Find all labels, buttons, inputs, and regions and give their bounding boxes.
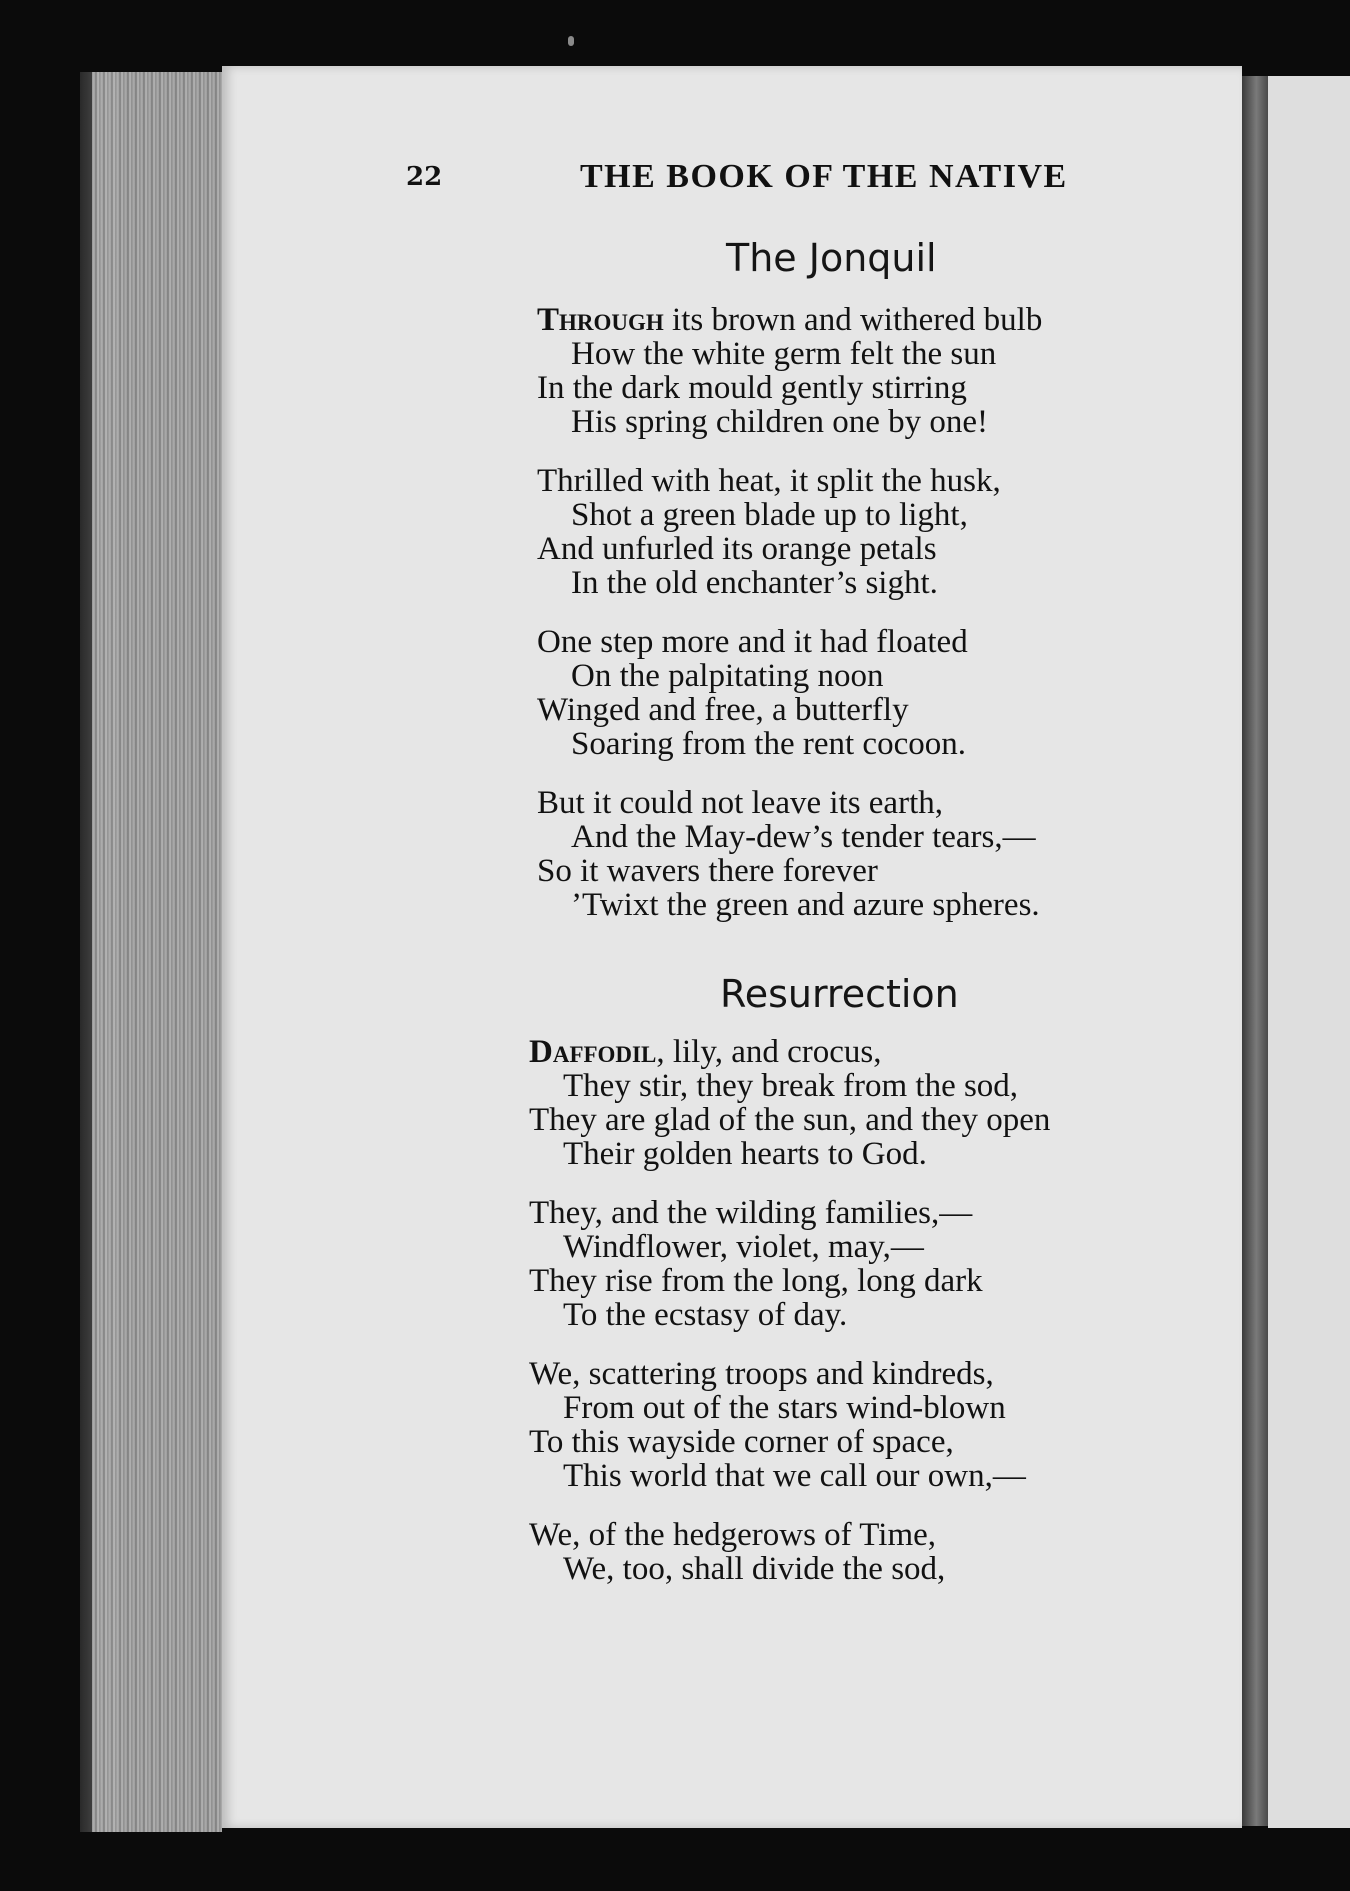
- poem-line: [529, 1518, 1050, 1552]
- line-text: In the dark mould gently stirring: [537, 370, 967, 406]
- stanza: [537, 625, 1042, 761]
- line-text: But it could not leave its earth,: [537, 785, 943, 821]
- stanza: [529, 1035, 1050, 1171]
- line-text: We, scattering troops and kindreds,: [529, 1356, 994, 1392]
- line-text: Windflower, violet, may,—: [563, 1229, 924, 1265]
- poem-line: [537, 371, 1042, 405]
- poem-line: [529, 1298, 1050, 1332]
- line-text: To this wayside corner of space,: [529, 1424, 954, 1460]
- poem-line: [529, 1069, 1050, 1103]
- opening-word: Daffodil: [529, 1034, 657, 1070]
- opening-word: Through: [537, 302, 664, 338]
- line-text: Thrilled with heat, it split the husk,: [537, 463, 1001, 499]
- poem-line: [537, 532, 1042, 566]
- poem-line: [529, 1103, 1050, 1137]
- stanza: [537, 464, 1042, 600]
- poem-line: [537, 659, 1042, 693]
- poem-body: [529, 1035, 1050, 1611]
- poem-title: The Jonquil: [726, 236, 937, 280]
- poem-line: [529, 1391, 1050, 1425]
- line-text: ’Twixt the green and azure spheres.: [571, 887, 1040, 923]
- poem-line: [537, 727, 1042, 761]
- line-text: They rise from the long, long dark: [529, 1263, 983, 1299]
- poem-line: [529, 1459, 1050, 1493]
- line-text: Winged and free, a butterfly: [537, 692, 909, 728]
- poem-line: [537, 464, 1042, 498]
- poem-line: [537, 625, 1042, 659]
- line-text: They, and the wilding families,—: [529, 1195, 973, 1231]
- line-text: Soaring from the rent cocoon.: [571, 726, 966, 762]
- page-edges: [92, 72, 222, 1832]
- poem-line: [529, 1230, 1050, 1264]
- poem-line: [529, 1357, 1050, 1391]
- line-text: And the May-dew’s tender tears,—: [571, 819, 1036, 855]
- line-text: This world that we call our own,—: [563, 1458, 1026, 1494]
- poem-line: [537, 693, 1042, 727]
- poem-body: [537, 303, 1042, 947]
- line-text: One step more and it had floated: [537, 624, 968, 660]
- poem-line: [537, 405, 1042, 439]
- facing-page-edge: [1268, 76, 1350, 1828]
- line-text: So it wavers there forever: [537, 853, 878, 889]
- poem-line: [529, 1137, 1050, 1171]
- poem-title: Resurrection: [720, 972, 959, 1016]
- stanza: [537, 786, 1042, 922]
- page-gutter: [1242, 76, 1268, 1826]
- line-text: And unfurled its orange petals: [537, 531, 937, 567]
- poem-line: [537, 566, 1042, 600]
- line-text: its brown and withered bulb: [663, 302, 1043, 338]
- line-text: On the palpitating noon: [571, 658, 884, 694]
- running-head: THE BOOK OF THE NATIVE: [580, 158, 1068, 195]
- poem-line: [537, 498, 1042, 532]
- poem-line: [537, 820, 1042, 854]
- poem-line: [529, 1264, 1050, 1298]
- stanza: [529, 1518, 1050, 1586]
- page-number: 22: [406, 162, 443, 192]
- line-text: From out of the stars wind-blown: [563, 1390, 1006, 1426]
- line-text: , lily, and crocus,: [656, 1034, 882, 1070]
- stanza: [537, 303, 1042, 439]
- poem-line: [537, 337, 1042, 371]
- line-text: We, of the hedgerows of Time,: [529, 1517, 937, 1553]
- poem-line: [529, 1552, 1050, 1586]
- line-text: Shot a green blade up to light,: [571, 497, 968, 533]
- line-text: How the white germ felt the sun: [571, 336, 997, 372]
- poem-line: [537, 888, 1042, 922]
- poem-line: [537, 786, 1042, 820]
- line-text: His spring children one by one!: [571, 404, 988, 440]
- line-text: Their golden hearts to God.: [563, 1136, 927, 1172]
- stanza: [529, 1196, 1050, 1332]
- line-text: They stir, they break from the sod,: [563, 1068, 1019, 1104]
- line-text: In the old enchanter’s sight.: [571, 565, 938, 601]
- poem-line: [537, 854, 1042, 888]
- stanza: [529, 1357, 1050, 1493]
- line-text: To the ecstasy of day.: [563, 1297, 848, 1333]
- line-text: They are glad of the sun, and they open: [529, 1102, 1051, 1138]
- line-text: We, too, shall divide the sod,: [563, 1551, 946, 1587]
- poem-line: [537, 303, 1042, 337]
- poem-line: [529, 1425, 1050, 1459]
- poem-line: [529, 1196, 1050, 1230]
- scan-artifact: [568, 36, 574, 46]
- poem-line: [529, 1035, 1050, 1069]
